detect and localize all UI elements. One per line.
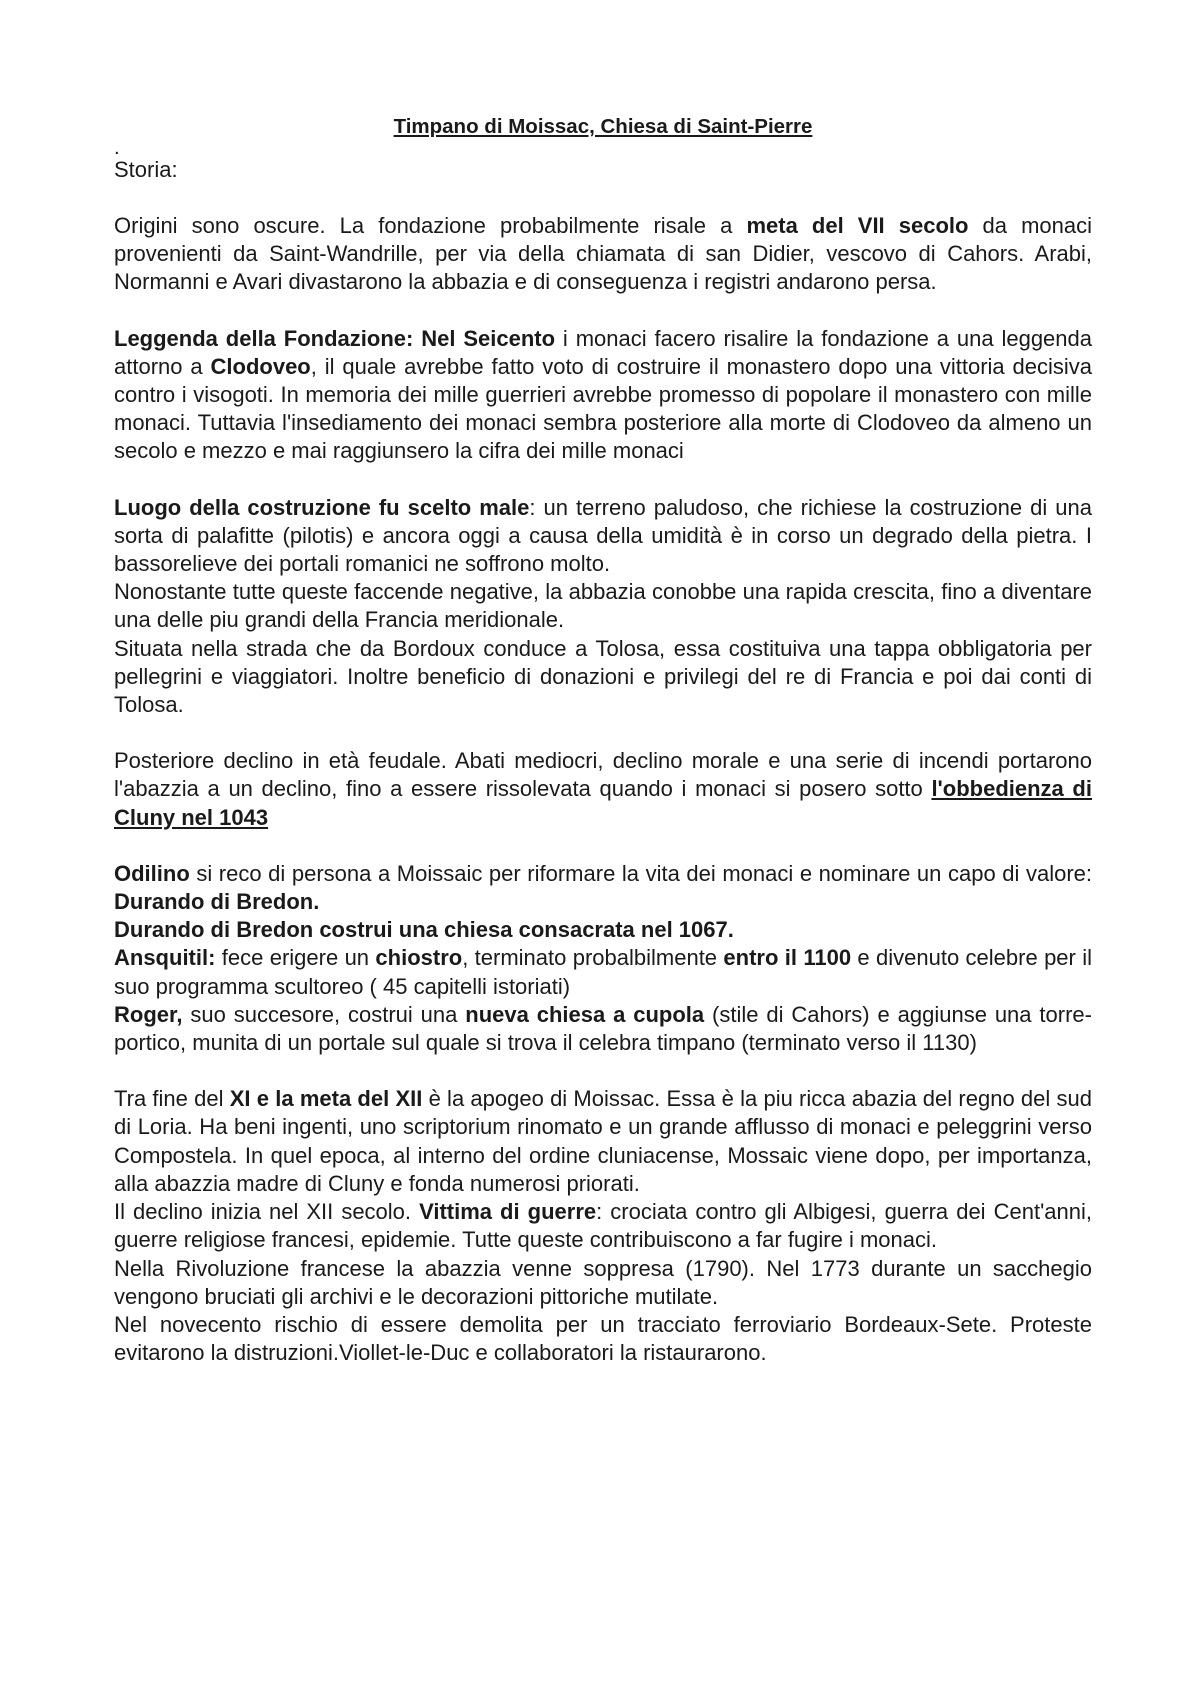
paragraph-ansquitil: Ansquitil: fece erigere un chiostro, terminato probalbilmente entro il 1100 e divenuto celebre per il suo programma scultoreo ( 45 capitelli istoriati): [114, 945, 1093, 999]
paragraph-novecento: Nel novecento rischio di essere demolita per un tracciato ferroviario Bordeaux-Sete. Proteste evitarono la distruzioni.Viollet-le-Duc e collaboratori la ristaurarono.: [114, 1311, 1092, 1366]
paragraph-origini: Origini sono oscure. La fondazione probabilmente risale a meta del VII secolo da monaci provenienti da Saint-Wandrille, per via della chiamata di san Didier, vescovo di Cahors. Arabi, Normanni e Avari divastarono la abbazia e di conseguenza i registri andarono persa.: [114, 213, 1093, 295]
paragraph-roger: Roger, suo succesore, costrui una nueva chiesa a cupola (stile di Cahors) e aggiunse una torre-portico, munita di un portale sul quale si trova il celebra timpano (terminato verso il 1130): [114, 1001, 1092, 1056]
section-heading: Storia:: [114, 157, 178, 182]
paragraph-luogo: Luogo della costruzione fu scelto male: un terreno paludoso, che richiese la costruzione di una sorta di palafitte (pilotis) e ancora oggi a causa della umidità è in corso un degrado della pietra. I bassorelieve dei portali romanici ne soffrono molto.: [114, 494, 1093, 577]
paragraph-declino-xii: Il declino inizia nel XII secolo. Vittima di guerre: crociata contro gli Albigesi, guerra dei Cent'anni, guerre religiose francesi, epidemie. Tutte queste contribuiscono a far fugire i monaci.: [114, 1199, 1092, 1253]
paragraph-leggenda: Leggenda della Fondazione: Nel Seicento i monaci facero risalire la fondazione a una leggenda attorno a Clodoveo, il quale avrebbe fatto voto di costruire il monastero dopo una vittoria decisiva contro i visogoti. In memoria dei mille guerrieri avrebbe promesso di popolare il monastero con mille monaci. Tuttavia l'insediamento dei monaci sembra posteriore alla morte di Clodoveo da almeno un secolo e mezzo e mai raggiunsero la cifra dei mille monaci: [114, 325, 1093, 464]
paragraph-durando: Durando di Bredon costrui una chiesa consacrata nel 1067.: [114, 917, 734, 943]
document-page: [114, 114, 1092, 1367]
paragraph-apogeo: Tra fine del XI e la meta del XII è la apogeo di Moissac. Essa è la piu ricca abazia del regno del sud di Loria. Ha beni ingenti, uno scriptorium rinomato e un grande afflusso di monaci e peleggrini verso Compostela. In quel epoca, al interno del ordine cluniacense, Mossaic viene dopo, per importanza, alla abazzia madre di Cluny e fonda numerosi priorati.: [114, 1086, 1092, 1196]
paragraph-situata: Situata nella strada che da Bordoux conduce a Tolosa, essa costituiva una tappa obbligatoria per pellegrini e viaggiatori. Inoltre beneficio di donazioni e privilegi del re di Francia e poi dai conti di Tolosa.: [114, 635, 1092, 718]
paragraph-crescita: Nonostante tutte queste faccende negative, la abbazia conobbe una rapida crescita, fino a diventare una delle piu grandi della Francia meridionale.: [114, 579, 1092, 633]
paragraph-declino-feudale: Posteriore declino in età feudale. Abati mediocri, declino morale e una serie di incendi portarono l'abazzia a un declino, fino a essere rissolevata quando i monaci si posero sotto l'obbedienza di Cluny nel 1043: [114, 748, 1092, 830]
paragraph-rivoluzione: Nella Rivoluzione francese la abazzia venne soppresa (1790). Nel 1773 durante un sacchegio vengono bruciati gli archivi e le decorazioni pittoriche mutilate.: [114, 1255, 1092, 1309]
document-title: Timpano di Moissac, Chiesa di Saint-Pierre: [393, 115, 813, 138]
title-dot: .: [114, 136, 120, 159]
paragraph-odilino: Odilino si reco di persona a Moissaic per riformare la vita dei monaci e nominare un capo di valore: Durando di Bredon.: [114, 860, 1092, 915]
